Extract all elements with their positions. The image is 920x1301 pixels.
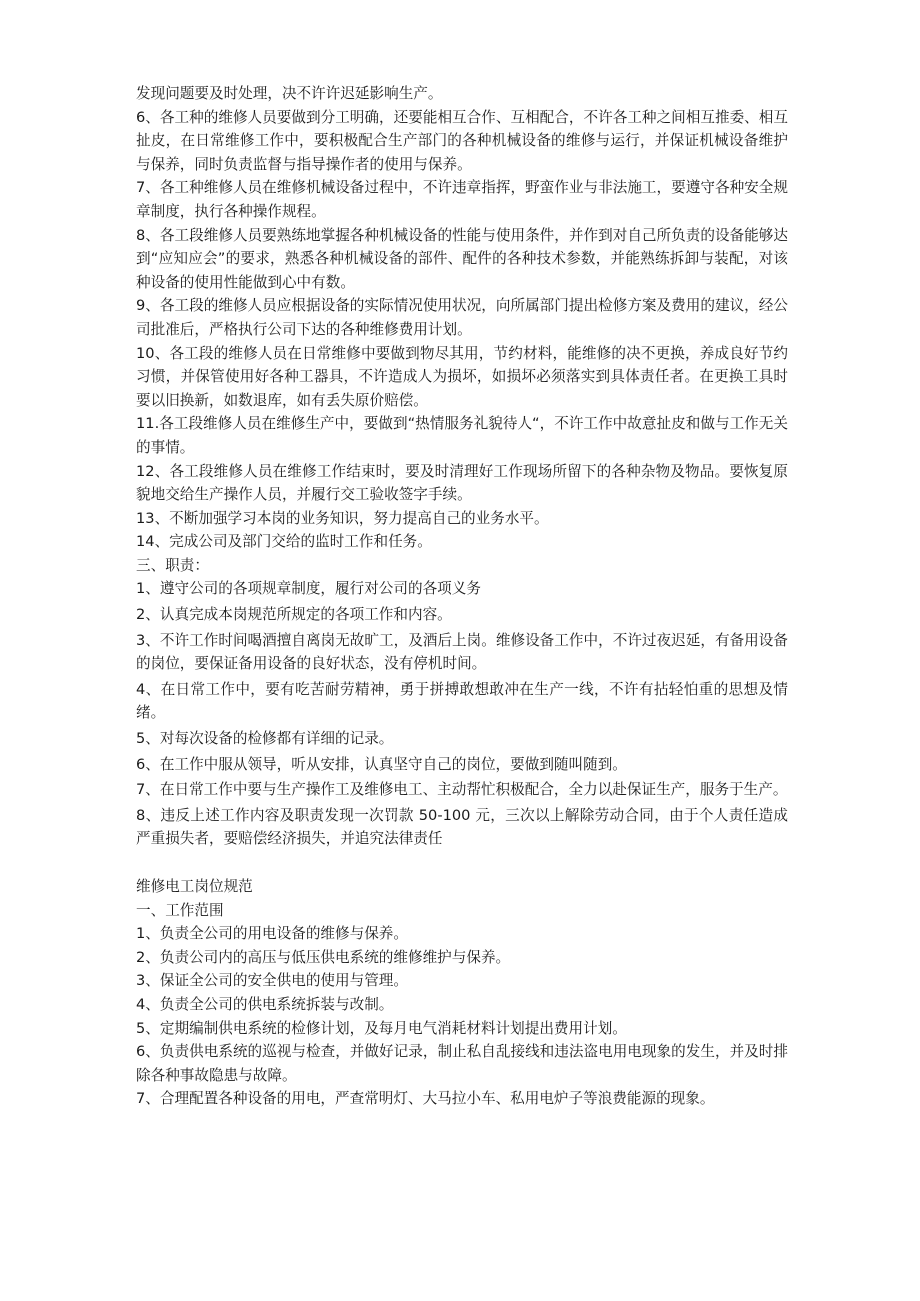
scope-item-6: 6、负责供电系统的巡视与检查，并做好记录，制止私自乱接线和违法盗电用电现象的发生，并及时排除各种事故隐患与故障。 <box>136 1043 788 1084</box>
section-spacer <box>136 851 788 875</box>
paragraph-item-9: 9、各工段的维修人员应根据设备的实际情况使用状况，向所属部门提出检修方案及费用的建议，经公司批准后，严格执行公司下达的各种维修费用计划。 <box>136 297 788 338</box>
scope-item-3: 3、保证全公司的安全供电的使用与管理。 <box>136 972 408 990</box>
duty-item-5: 5、对每次设备的检修都有详细的记录。 <box>136 730 394 748</box>
scope-item-4: 4、负责全公司的供电系统拆装与改制。 <box>136 995 394 1013</box>
duty-item-3: 3、不许工作时间喝酒擅自离岗无故旷工，及酒后上岗。维修设备工作中，不许过夜迟延，有备用设备的岗位，要保证备用设备的良好状态，没有停机时间。 <box>136 631 788 673</box>
paragraph-item-12: 12、各工段维修人员在维修工作结束时，要及时清理好工作现场所留下的各种杂物及物品。要恢复原貌地交给生产操作人员，并履行交工验收签字手续。 <box>136 462 788 504</box>
section-heading-duties: 三、职责： <box>136 556 209 574</box>
doc-title-electrician: 维修电工岗位规范 <box>136 878 253 895</box>
duty-item-1: 1、遵守公司的各项规章制度，履行对公司的各项义务 <box>136 580 481 598</box>
document-page <box>136 82 788 1111</box>
paragraph-item-14: 14、完成公司及部门交给的监时工作和任务。 <box>136 533 432 551</box>
paragraph-item-11: 11.各工段维修人员在维修生产中，要做到“热情服务礼貌待人“，不许工作中故意扯皮和做与工作无关的事情。 <box>136 415 788 456</box>
paragraph-item-6: 6、各工种的维修人员要做到分工明确，还要能相互合作、互相配合，不许各工种之间相互推委、相互扯皮，在日常维修工作中，要积极配合生产部门的各种机械设备的维修与运行，并保证机械设备维护与保养，同时负责监督与指导操作者的使用与保养。 <box>136 108 788 173</box>
paragraph-continuation: 发现问题要及时处理，决不许许迟延影响生产。 <box>136 85 443 102</box>
section-heading-scope: 一、工作范围 <box>136 901 224 919</box>
rules-section <box>136 82 788 851</box>
paragraph-item-7: 7、各工种维修人员在维修机械设备过程中，不许违章指挥，野蛮作业与非法施工，要遵守各种安全规章制度，执行各种操作规程。 <box>136 179 788 220</box>
duty-item-4: 4、在日常工作中，要有吃苦耐劳精神，勇于拼搏敢想敢冲在生产一线，不许有拈轻怕重的思想及情绪。 <box>136 680 788 722</box>
paragraph-item-8: 8、各工段维修人员要熟练地掌握各种机械设备的性能与使用条件，并作到对自己所负责的设备能够达到“应知应会”的要求，熟悉各种机械设备的部件、配件的各种技术参数，并能熟练拆卸与装配，对该种设备的使用性能做到心中有数。 <box>136 226 788 291</box>
paragraph-item-10: 10、各工段的维修人员在日常维修中要做到物尽其用，节约材料，能维修的决不更换，养成良好节约习惯，并保管使用好各种工器具，不许造成人为损坏，如损坏必须落实到具体责任者。在更换工具时要以旧换新，如数退库，如有丢失原价赔偿。 <box>136 344 788 409</box>
paragraph-item-13: 13、不断加强学习本岗的业务知识，努力提高自己的业务水平。 <box>136 509 549 527</box>
duty-item-6: 6、在工作中服从领导，听从安排，认真坚守自己的岗位，要做到随叫随到。 <box>136 755 627 773</box>
scope-item-1: 1、负责全公司的用电设备的维修与保养。 <box>136 925 408 943</box>
scope-item-7: 7、合理配置各种设备的用电，严查常明灯、大马拉小车、私用电炉子等浪费能源的现象。 <box>136 1090 715 1108</box>
duty-item-7: 7、在日常工作中要与生产操作工及维修电工、主动帮忙积极配合，全力以赴保证生产，服务于生产。 <box>136 781 788 799</box>
scope-item-5: 5、定期编制供电系统的检修计划，及每月电气消耗材料计划提出费用计划。 <box>136 1019 627 1037</box>
scope-item-2: 2、负责公司内的高压与低压供电系统的维修维护与保养。 <box>136 948 511 966</box>
duty-item-8: 8、违反上述工作内容及职责发现一次罚款 50-100 元，三次以上解除劳动合同，由于个人责任造成严重损失者，要赔偿经济损失，并追究法律责任 <box>136 806 788 848</box>
duty-item-2: 2、认真完成本岗规范所规定的各项工作和内容。 <box>136 606 452 624</box>
electrician-section <box>136 875 788 1111</box>
